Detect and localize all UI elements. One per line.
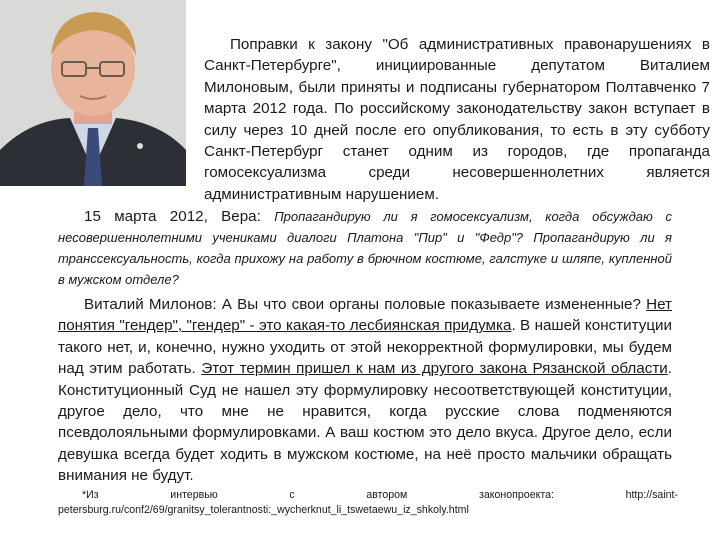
answer-underline-1: Нет понятия "гендер", "гендер" - это какая-то лесбиянская придумка [58, 296, 672, 335]
footnote-word-3: с [289, 489, 295, 501]
intro-paragraph [204, 34, 710, 205]
footnote-word-2: интервью [170, 489, 218, 501]
question-lead: 15 марта 2012, Вера: [84, 208, 275, 225]
question-paragraph [58, 206, 672, 290]
footnote-word-5: законопроекта: [479, 489, 554, 501]
intro-text: Поправки к закону "Об административных правонарушениях в Санкт-Петербурге", инициированные депутатом Виталием Милоновым, были приняты и подписаны губернатором Полтавченко 7 марта 2012 года. По российскому законодательству закон вступает в силу через 10 дней после его опубликования, то есть в эту субботу Санкт-Петербург станет одним из городов, где пропаганда гомосексуализма среди несовершеннолетних является административным нарушением. [204, 36, 710, 203]
answer-part-1: Виталий Милонов: А Вы что свои органы половые показываете измененные? [84, 296, 647, 313]
portrait-illustration [0, 0, 186, 186]
footnote-word-4: автором [366, 489, 408, 501]
answer-underline-2: Этот термин пришел к нам из другого закона Рязанской области [201, 360, 668, 378]
footnote [58, 488, 678, 518]
answer-part-2: . В нашей конституции такого нет, и, конечно, нужно уходить от этой некорректной формулировки, мы будем над этим работать. [58, 317, 673, 378]
portrait-photo [0, 0, 186, 186]
answer-part-3: . Конституционный Суд не нашел эту формулировку несоответствующей конституции, другое дело, что мне не нравится, когда русские слова подменяются псевдолояльными формулировками. А ваш костюм это дело вкуса. Другое дело, если девушка всегда будет ходить в мужском костюме, на неё просто мальчики обращать внимания не будут. [58, 360, 673, 485]
footnote-url-end[interactable]: petersburg.ru/conf2/69/granitsy_tolerantnosti:_wycherknut_li_tswetaewu_iz_shkoly.html [58, 504, 469, 516]
answer-paragraph [58, 294, 672, 487]
footnote-word-1: *Из [82, 489, 99, 501]
footnote-url-start[interactable]: http://saint- [625, 489, 678, 501]
question-text: Пропагандирую ли я гомосексуализм, когда обсуждаю с несовершеннолетними учениками диалоги Платона "Пир" и "Федр"? Пропагандирую ли я транссексуальность, когда прихожу на работу в брючном костюме, галстуке и шляпе, купленной в мужском отделе? [58, 209, 672, 287]
